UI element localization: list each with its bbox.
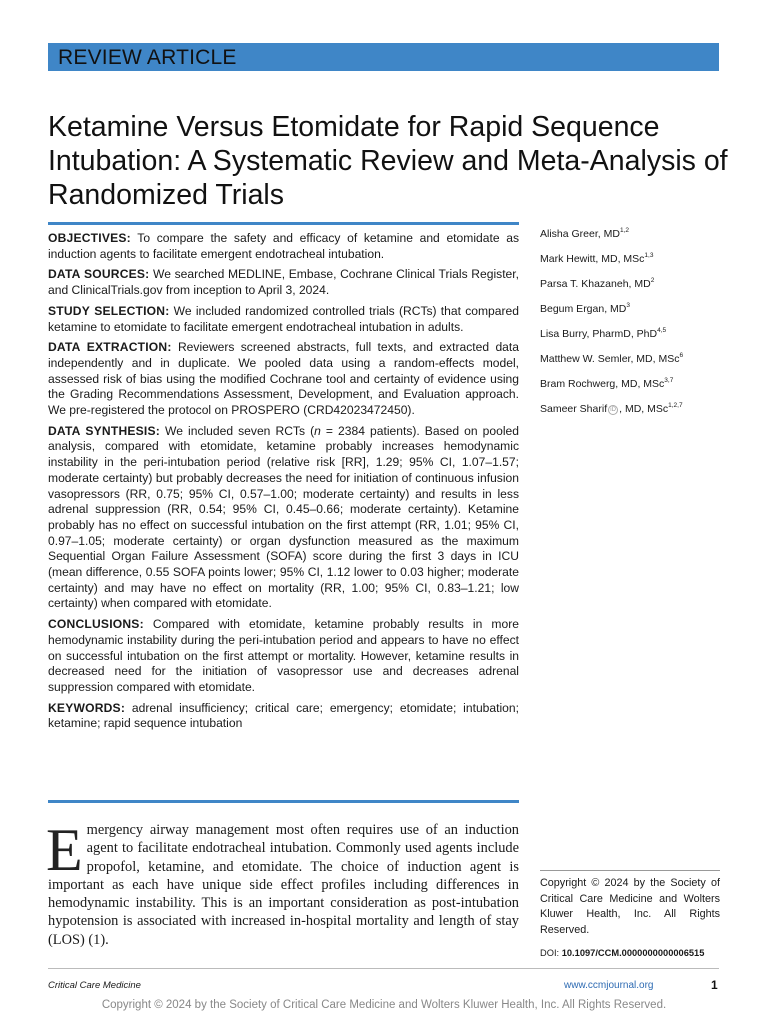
article-type-banner: [48, 43, 719, 71]
data-synthesis-label: DATA SYNTHESIS:: [48, 423, 160, 438]
copyright-divider: [540, 870, 720, 871]
author-degrees: , MD, MSc: [619, 403, 669, 415]
author-name: Bram Rochwerg, MD, MSc: [540, 378, 665, 390]
author-affiliation: 1,2,7: [668, 402, 683, 409]
abstract-data-synthesis: [48, 424, 519, 612]
study-selection-label: STUDY SELECTION:: [48, 303, 170, 318]
doi-value[interactable]: 10.1097/CCM.0000000000006515: [561, 948, 705, 958]
journal-name: Critical Care Medicine: [48, 980, 141, 991]
drop-cap: E: [46, 817, 83, 883]
journal-url-link[interactable]: www.ccmjournal.org: [564, 980, 654, 991]
page-number: 1: [711, 978, 718, 992]
intro-text: mergency airway management most often requires use of an induction agent to facilitate endotracheal intubation. Commonly used agents include propofol, ketamine, and etomidate. The choice of induction agent is important as each have unique side effect profiles including differences in hemodynamic instability. This is an important consideration as post-intubation hypotension is associated with increased in-hospital mortality and length of stay (LOS) (1).: [48, 822, 519, 948]
author-affiliation: 1,2: [619, 227, 629, 234]
author-name: Alisha Greer, MD: [540, 228, 620, 240]
author-affiliation: 3: [626, 302, 630, 309]
author-affiliation: 1,3: [644, 252, 654, 259]
abstract-data-extraction: [48, 340, 519, 419]
footer-copyright: Copyright © 2024 by the Society of Critical Care Medicine and Wolters Kluwer Health, Inc. All Rights Reserved.: [101, 999, 667, 1011]
data-sources-text: We searched MEDLINE, Embase, Cochrane Clinical Trials Register, and ClinicalTrials.gov from inception to April 3, 2024.: [48, 267, 519, 298]
orcid-icon[interactable]: iD: [608, 405, 618, 415]
author-item: [540, 345, 740, 370]
author-affiliation: 2: [650, 277, 655, 284]
author-name: Parsa T. Khazaneh, MD: [540, 278, 651, 290]
abstract-data-sources: [48, 267, 519, 298]
author-item: [540, 245, 740, 270]
abstract-keywords: [48, 701, 519, 732]
study-selection-text: We included randomized controlled trials (RCTs) that compared ketamine to etomidate to facilitate emergent endotracheal intubation in adults.: [48, 303, 519, 334]
conclusions-label: CONCLUSIONS:: [48, 617, 144, 632]
keywords-label: KEYWORDS:: [48, 700, 126, 715]
abstract-top-rule: [48, 222, 519, 225]
author-item: [540, 295, 740, 320]
author-affiliation: 4,5: [657, 327, 667, 334]
author-name: Matthew W. Semler, MD, MSc: [540, 353, 680, 365]
author-item: [540, 220, 740, 245]
doi-label: DOI:: [540, 948, 560, 958]
doi: [540, 948, 704, 958]
abstract-objectives: [48, 231, 519, 262]
objectives-text: To compare the safety and efficacy of ketamine and etomidate as induction agents to facilitate emergent endotracheal intubation.: [48, 231, 519, 261]
data-synthesis-n: n: [314, 423, 321, 438]
author-item: [540, 370, 740, 395]
author-name: Sameer Sharif: [540, 403, 608, 415]
author-list: [540, 220, 740, 420]
objectives-label: OBJECTIVES:: [48, 231, 131, 245]
article-title: Ketamine Versus Etomidate for Rapid Sequence Intubation: A Systematic Review and Meta-Analysis of Randomized Trials: [48, 111, 728, 211]
data-synthesis-text-post: = 2384 patients). Based on pooled analysis, compared with etomidate, ketamine probably increases hemodynamic instability in the peri-intubation period (relative risk [RR], 1.29; 95% CI, 1.07–1.57; moderate certainty) but probably decreases the need for initiation of continuous infusion vasopressors (RR, 0.75; 95% CI, 0.57–1.00; moderate certainty) and results in less adrenal suppression (RR, 0.54; 95% CI, 0.45–0.66; moderate certainty). Ketamine probably has no effect on successful intubation on the first attempt (RR, 1.01; 95% CI, 0.97–1.05; moderate certainty) or organ dysfunction measured as the maximum Sequential Organ Failure Assessment (SOFA) score during the first 3 days in ICU (mean difference, 0.55 SOFA points lower; 95% CI, 1.12 lower to 0.03 higher; moderate certainty) and may have no effect on mortality (RR, 1.00; 95% CI, 0.83–1.21; low certainty) when compared with etomidate.: [48, 423, 519, 611]
data-sources-label: DATA SOURCES:: [48, 267, 150, 282]
author-name: Mark Hewitt, MD, MSc: [540, 253, 645, 265]
abstract-bottom-rule: [48, 800, 519, 803]
footer-divider: [48, 968, 719, 969]
author-affiliation: 3,7: [664, 377, 674, 384]
data-extraction-label: DATA EXTRACTION:: [48, 340, 172, 355]
author-item: [540, 395, 740, 420]
abstract-study-selection: [48, 304, 519, 335]
author-item: [540, 320, 740, 345]
keywords-text: adrenal insufficiency; critical care; emergency; etomidate; intubation; ketamine; rapid sequence intubation: [48, 700, 519, 731]
copyright-note: Copyright © 2024 by the Society of Critical Care Medicine and Wolters Kluwer Health, Inc. All Rights Reserved.: [540, 877, 720, 936]
author-affiliation: 6: [679, 352, 684, 359]
abstract-conclusions: [48, 617, 519, 696]
abstract: [48, 231, 519, 737]
intro-paragraph: [46, 817, 519, 949]
data-synthesis-text-pre: We included seven RCTs (: [165, 423, 315, 438]
author-name: Begum Ergan, MD: [540, 303, 627, 315]
author-item: [540, 270, 740, 295]
author-name: Lisa Burry, PharmD, PhD: [540, 328, 658, 340]
conclusions-text: Compared with etomidate, ketamine probably results in more hemodynamic instability during the peri-intubation period and appears to have no effect on successful intubation on the first attempt or mortality. However, ketamine results in decreased need for the initiation of vasopressor use and decreases adrenal suppression compared with etomidate.: [48, 617, 519, 694]
data-extraction-text: Reviewers screened abstracts, full texts, and extracted data independently and in duplicate. We pooled data using a random-effects model, assessed risk of bias using the modified Cochrane tool and certainty of evidence using the Grading Recommendations Assessment, Development, and Evaluation approach. We pre-registered the protocol on PROSPERO (CRD42023472450).: [48, 340, 519, 418]
article-type-label: REVIEW ARTICLE: [58, 46, 237, 69]
